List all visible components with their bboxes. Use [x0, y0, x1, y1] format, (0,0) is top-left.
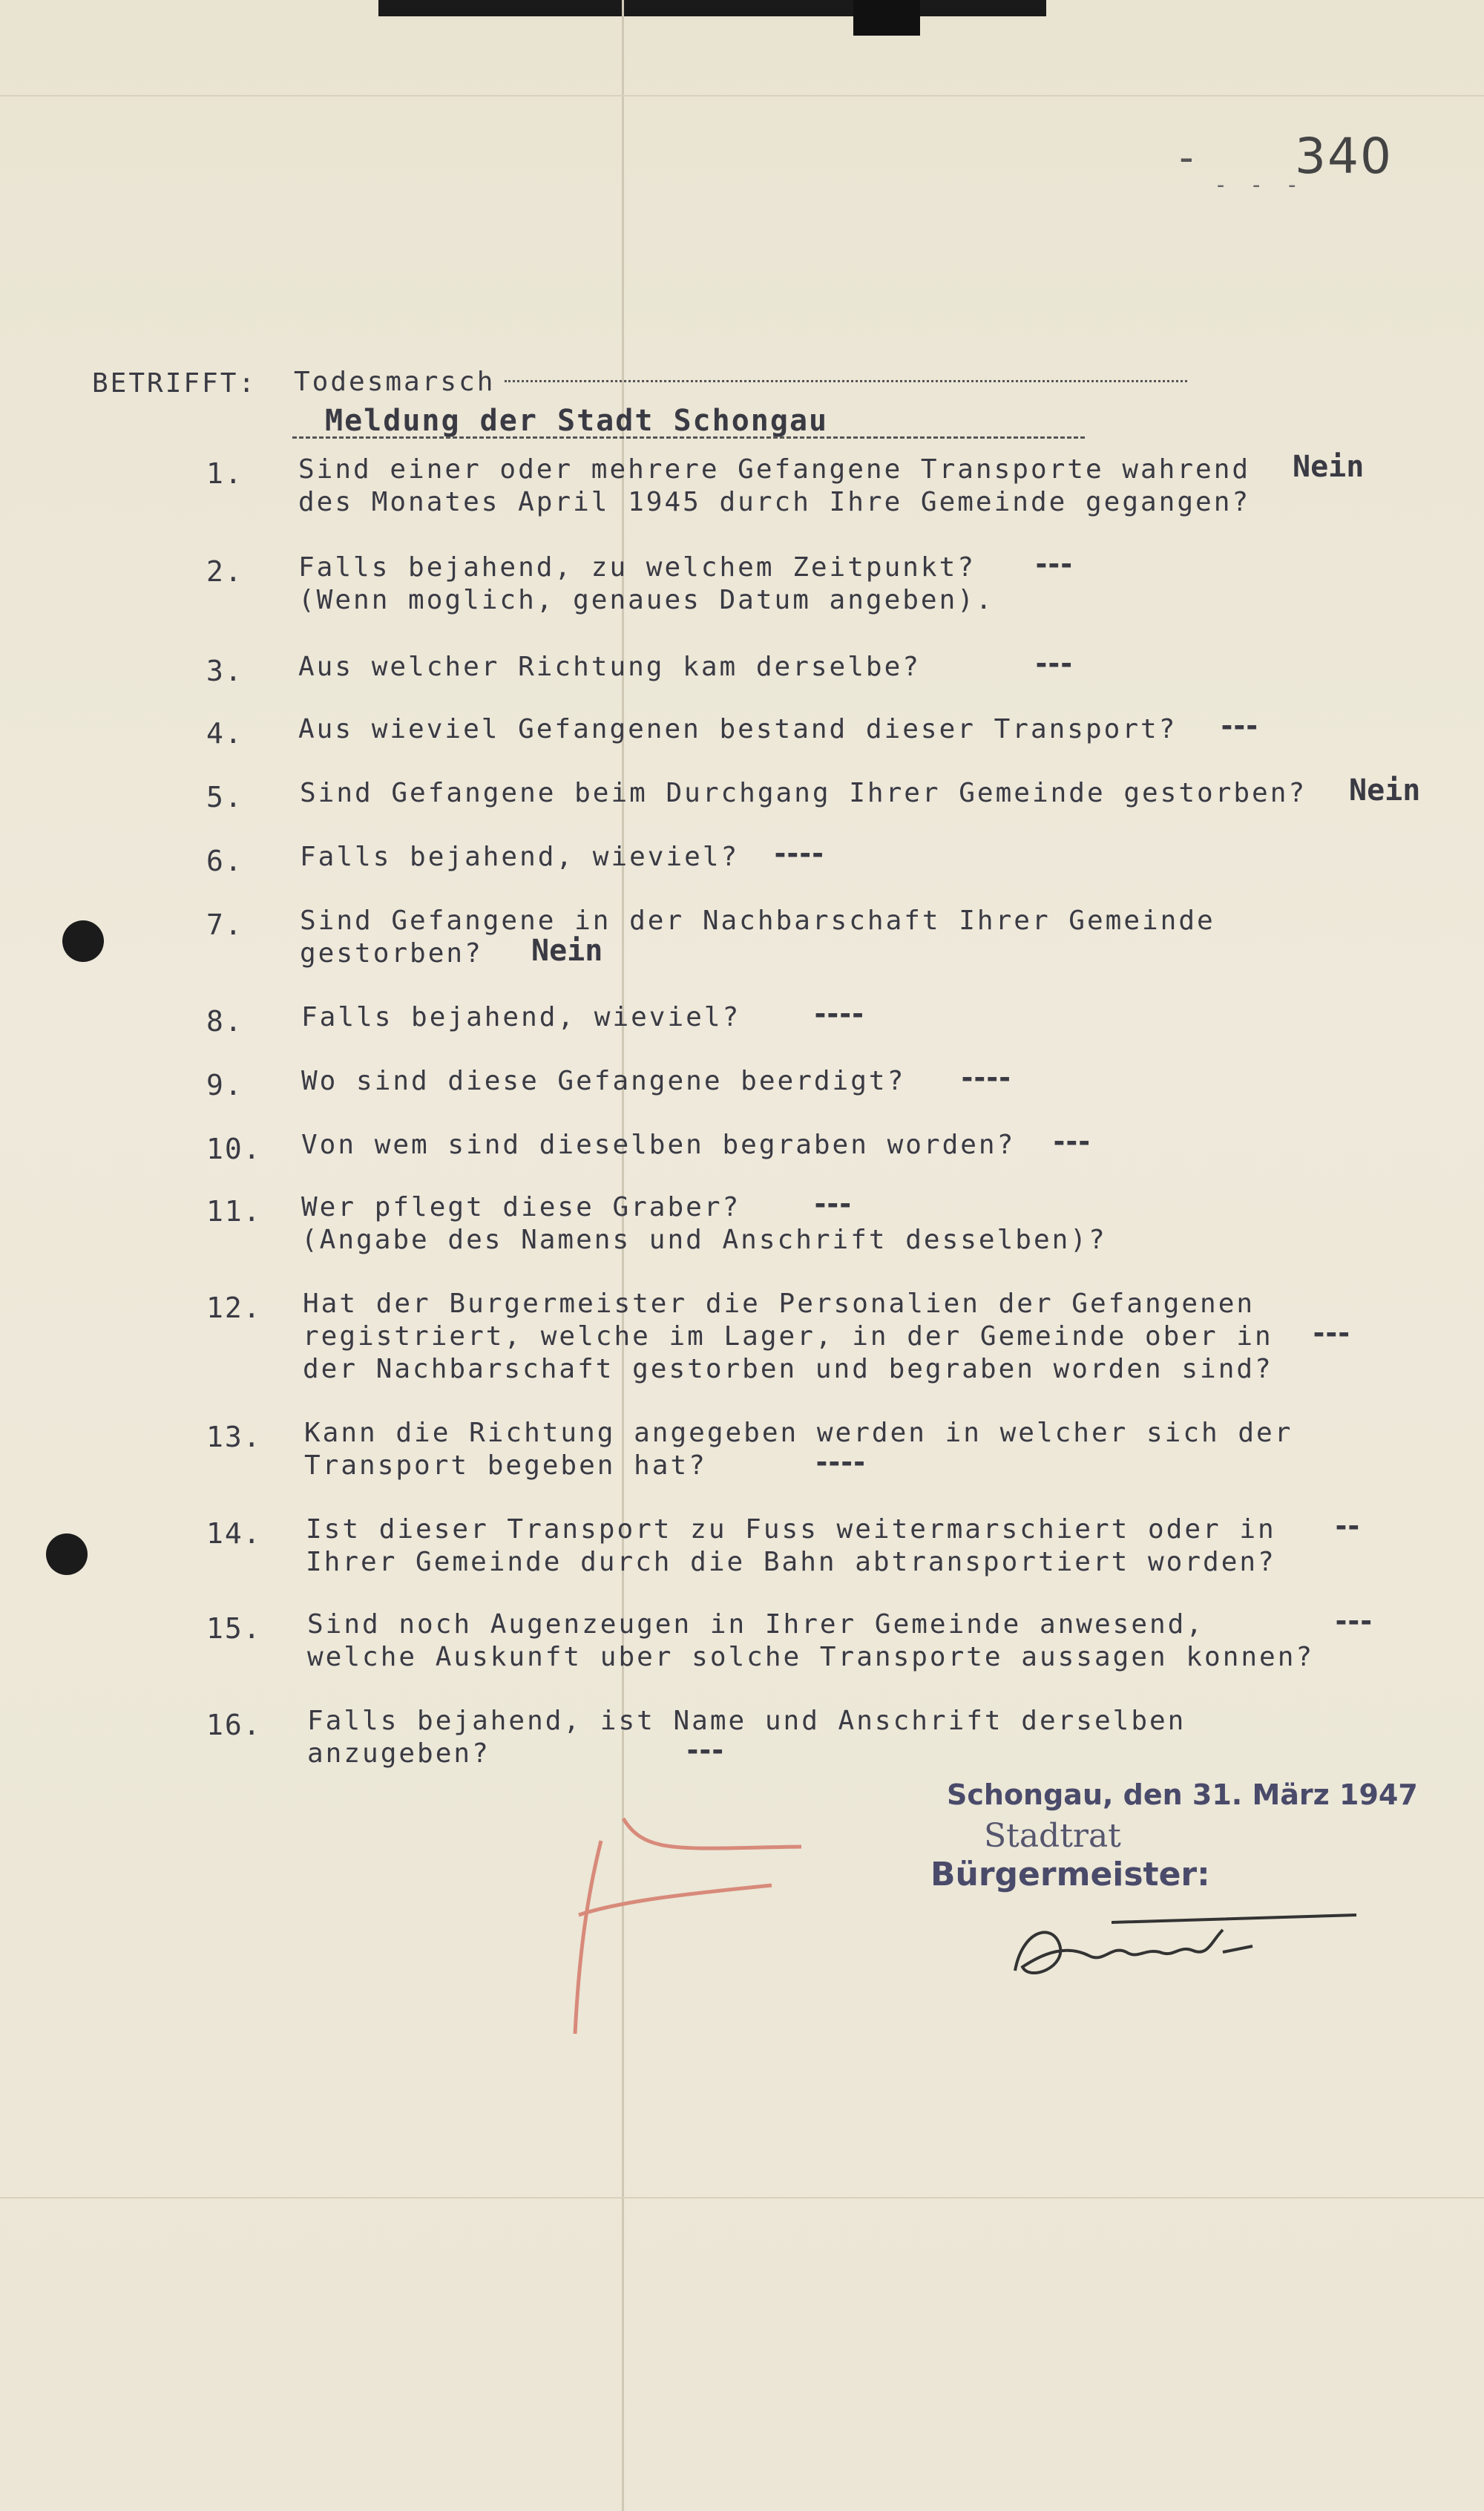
question-number: 10.	[206, 1133, 262, 1165]
signature	[1000, 1900, 1371, 1989]
question-answer: Nein	[1293, 450, 1365, 484]
question-answer: ----	[772, 837, 822, 870]
question-text-line: des Monates April 1945 durch Ihre Gemeinde gegangen?	[298, 487, 1251, 517]
question-number: 8.	[206, 1005, 243, 1038]
question-text-line: Ihrer Gemeinde durch die Bahn abtransportiert worden?	[306, 1547, 1276, 1577]
question-text-line: Falls bejahend, ist Name und Anschrift derselben	[307, 1706, 1186, 1736]
fold-line	[622, 0, 624, 2511]
question-answer: ---	[1218, 710, 1256, 742]
paper-edge-line	[0, 95, 1484, 96]
subject-dotted-line	[505, 380, 1187, 382]
question-number: 11.	[206, 1195, 262, 1228]
subject-value: Todesmarsch	[294, 367, 496, 397]
question-text-line: anzugeben?	[307, 1738, 490, 1769]
question-number: 16.	[206, 1709, 262, 1741]
question-text-line: Falls bejahend, wieviel?	[301, 1002, 741, 1032]
question-number: 2.	[206, 555, 243, 588]
subject-label: BETRIFFT:	[92, 368, 257, 399]
question-text-line: Wo sind diese Gefangene beerdigt?	[301, 1066, 906, 1096]
question-number: 6.	[206, 845, 243, 877]
subject-title: Meldung der Stadt Schongau	[325, 404, 829, 438]
question-text-line: Falls bejahend, wieviel?	[300, 842, 740, 872]
question-text-line: der Nachbarschaft gestorben und begraben worden sind?	[303, 1354, 1273, 1384]
question-answer: ---	[1033, 548, 1071, 580]
stamp-place-date: Schongau, den 31. März 1947	[947, 1778, 1418, 1811]
page-mark-dots: - - -	[1214, 172, 1304, 198]
question-text-line: Falls bejahend, zu welchem Zeitpunkt?	[298, 552, 976, 583]
question-text-line: Sind Gefangene in der Nachbarschaft Ihrer Gemeinde	[300, 906, 1215, 936]
question-number: 9.	[206, 1069, 243, 1101]
question-answer: ---	[684, 1734, 722, 1767]
question-answer: Nein	[1349, 773, 1421, 808]
question-answer: --	[1333, 1510, 1358, 1542]
question-text-line: Aus wieviel Gefangenen bestand dieser Transport?	[298, 714, 1178, 744]
question-number: 3.	[206, 655, 243, 687]
question-answer: ----	[959, 1061, 1009, 1094]
question-answer: ---	[1051, 1125, 1089, 1158]
question-text-line: registriert, welche im Lager, in der Gemeinde ober in	[303, 1321, 1273, 1352]
question-text-line: Aus welcher Richtung kam derselbe?	[298, 652, 921, 682]
question-text-line: Sind noch Augenzeugen in Ihrer Gemeinde anwesend,	[307, 1609, 1205, 1640]
question-text-line: Von wem sind dieselben begraben worden?	[301, 1130, 1016, 1160]
question-number: 13.	[206, 1421, 262, 1453]
question-answer: ---	[1033, 647, 1071, 680]
page-mark: -	[1174, 134, 1199, 182]
question-answer: Nein	[531, 934, 603, 968]
question-text-line: Wer pflegt diese Graber?	[301, 1192, 741, 1222]
red-pencil-mark	[534, 1811, 816, 2049]
page-number: 340	[1295, 128, 1393, 185]
question-text-line: (Angabe des Namens und Anschrift desselben)?	[301, 1225, 1107, 1255]
question-answer: ----	[813, 1446, 864, 1479]
question-text-line: Ist dieser Transport zu Fuss weitermarschiert oder in	[306, 1514, 1276, 1545]
question-number: 12.	[206, 1291, 262, 1324]
scan-edge-notch	[853, 0, 920, 36]
question-text-line: Transport begeben hat?	[304, 1450, 707, 1481]
question-text-line: Hat der Burgermeister die Personalien der Gefangenen	[303, 1289, 1255, 1319]
paper-edge-line	[0, 2197, 1484, 2199]
question-text-line: Kann die Richtung angegeben werden in welcher sich der	[304, 1418, 1293, 1448]
question-answer: ---	[1310, 1317, 1348, 1349]
question-answer: ----	[812, 998, 862, 1030]
question-answer: ---	[1333, 1605, 1370, 1637]
question-number: 15.	[206, 1612, 262, 1645]
question-number: 5.	[206, 781, 243, 813]
question-text-line: (Wenn moglich, genaues Datum angeben).	[298, 585, 994, 615]
punch-hole	[46, 1533, 88, 1575]
question-number: 4.	[206, 717, 243, 750]
question-text-line: Sind Gefangene beim Durchgang Ihrer Gemeinde gestorben?	[300, 778, 1307, 808]
question-text-line: Sind einer oder mehrere Gefangene Transporte wahrend	[298, 454, 1251, 485]
scan-edge-bar	[378, 0, 1046, 16]
question-number: 7.	[206, 909, 243, 941]
punch-hole	[62, 920, 104, 962]
title-underline	[292, 436, 1085, 439]
question-text-line: welche Auskunft uber solche Transporte aussagen konnen?	[307, 1642, 1315, 1672]
question-number: 1.	[206, 457, 243, 490]
question-text-line: gestorben?	[300, 938, 483, 969]
question-answer: ---	[812, 1188, 850, 1220]
stamp-office: Stadtrat	[984, 1817, 1121, 1855]
question-number: 14.	[206, 1517, 262, 1550]
stamp-title: Bürgermeister:	[930, 1856, 1210, 1893]
